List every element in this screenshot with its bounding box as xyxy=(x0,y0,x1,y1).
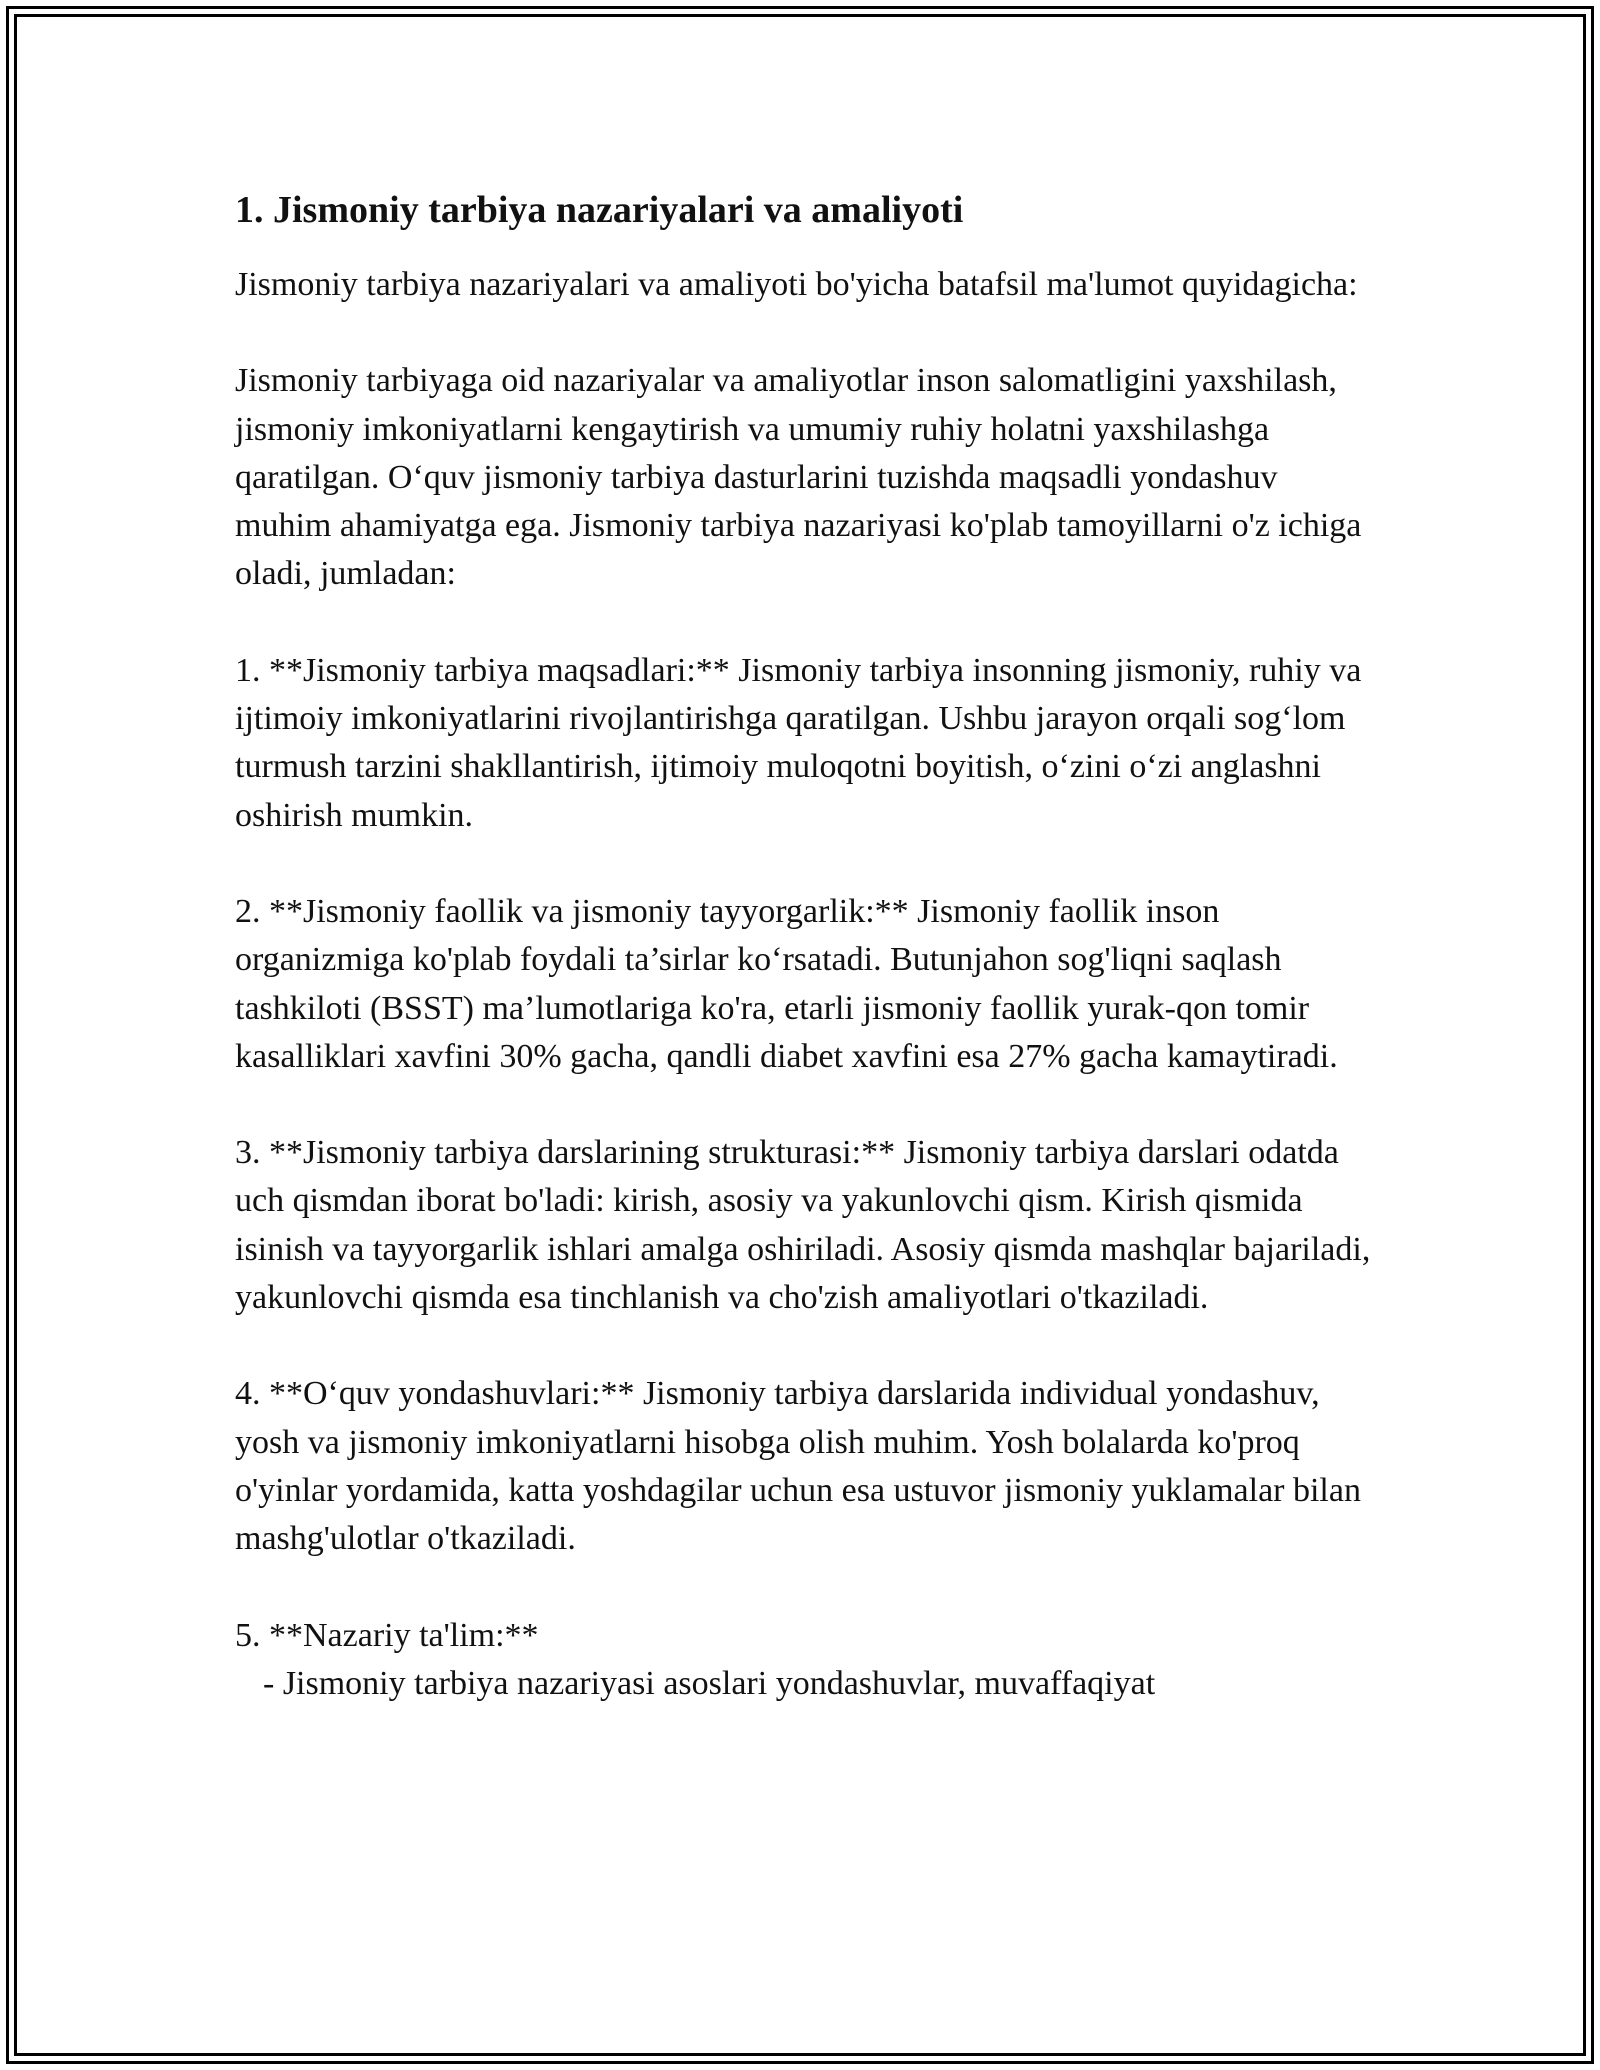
document-body xyxy=(235,185,1375,1708)
list-item-heading: 5. **Nazariy ta'lim:** xyxy=(235,1616,539,1654)
list-item-goals: 1. **Jismoniy tarbiya maqsadlari:** Jismoniy tarbiya insonning jismoniy, ruhiy va ijtimoiy imkoniyatlarini rivojlantirishga qaratilgan. Ushbu jarayon orqali sog‘lom turmush tarzini shakllantirish, ijtimoiy muloqotni boyitish, o‘zini o‘zi anglashni oshirish mumkin. xyxy=(235,651,1362,834)
list-item-theoretical-education xyxy=(235,1612,1375,1709)
list-item-lesson-structure: 3. **Jismoniy tarbiya darslarining strukturasi:** Jismoniy tarbiya darslari odatda uch qismdan iborat bo'ladi: kirish, asosiy va yakunlovchi qism. Kirish qismida isinish va tayyorgarlik ishlari amalga oshiriladi. Asosiy qismda mashqlar bajariladi, yakunlovchi qismda esa tinchlanish va cho'zish amaliyotlari o'tkaziladi. xyxy=(235,1134,1371,1317)
overview-paragraph: Jismoniy tarbiyaga oid nazariyalar va amaliyotlar inson salomatligini yaxshilash, jismoniy imkoniyatlarni kengaytirish va umumiy ruhiy holatni yaxshilashga qaratilgan. O‘quv jismoniy tarbiya dasturlarini tuzishda maqsadli yondashuv muhim ahamiyatga ega. Jismoniy tarbiya nazariyasi ko'plab tamoyillarni o'z ichiga oladi, jumladan: xyxy=(235,362,1362,593)
intro-paragraph: Jismoniy tarbiya nazariyalari va amaliyoti bo'yicha batafsil ma'lumot quyidagicha: xyxy=(235,266,1358,303)
list-item-teaching-approaches: 4. **O‘quv yondashuvlari:** Jismoniy tarbiya darslarida individual yondashuv, yosh va jismoniy imkoniyatlarni hisobga olish muhim. Yosh bolalarda ko'proq o'yinlar yordamida, katta yoshdagilar uchun esa ustuvor jismoniy yuklamalar bilan mashg'ulotlar o'tkaziladi. xyxy=(235,1375,1361,1558)
list-item-physical-activity: 2. **Jismoniy faollik va jismoniy tayyorgarlik:** Jismoniy faollik inson organizmiga ko'plab foydali ta’sirlar ko‘rsatadi. Butunjahon sog'liqni saqlash tashkiloti (BSST) ma’lumotlariga ko'ra, etarli jismoniy faollik yurak-qon tomir kasalliklari xavfini 30% gacha, qandli diabet xavfini esa 27% gacha kamaytiradi. xyxy=(235,892,1338,1075)
list-item-subline: - Jismoniy tarbiya nazariyasi asoslari yondashuvlar, muvaffaqiyat xyxy=(263,1664,1156,1702)
document-title: 1. Jismoniy tarbiya nazariyalari va amaliyoti xyxy=(235,189,964,231)
